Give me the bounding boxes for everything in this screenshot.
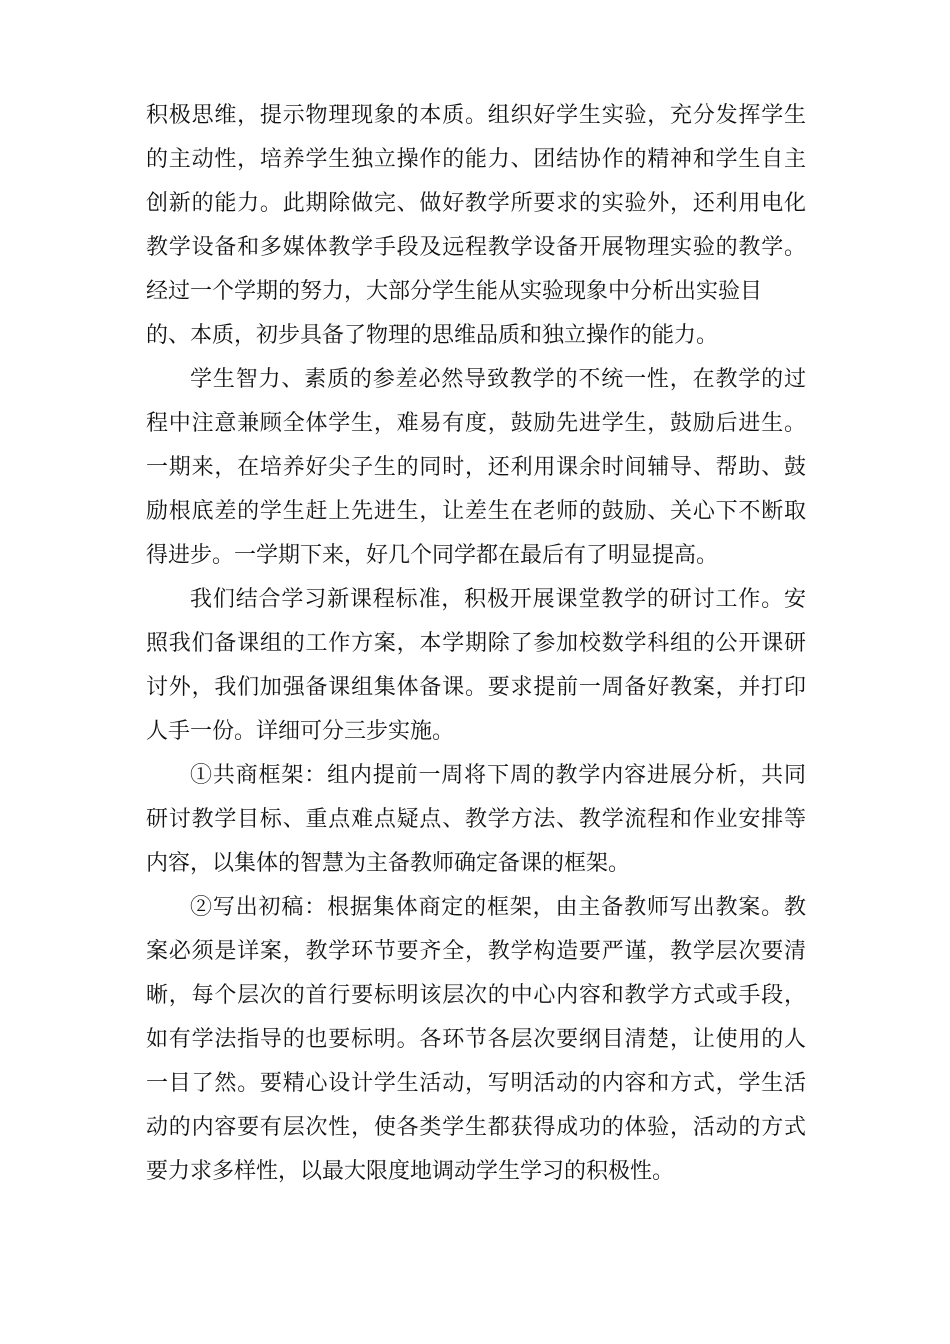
text-line: 励根底差的学生赶上先进生，让差生在老师的鼓励、关心下不断取	[146, 499, 806, 524]
text-line: 的、本质，初步具备了物理的思维品质和独立操作的能力。	[146, 323, 719, 348]
text-line: 教学设备和多媒体教学手段及远程教学设备开展物理实验的教学。	[146, 235, 806, 260]
paragraph-step-one-framework	[146, 754, 806, 886]
text-line: 动的内容要有层次性，使各类学生都获得成功的体验，活动的方式	[146, 1115, 806, 1140]
text-line: 如有学法指导的也要标明。各环节各层次要纲目清楚，让使用的人	[146, 1027, 806, 1052]
text-line: 研讨教学目标、重点难点疑点、教学方法、教学流程和作业安排等	[146, 807, 806, 832]
text-line: ②写出初稿：根据集体商定的框架，由主备教师写出教案。教	[190, 895, 806, 920]
text-line: 一期来，在培养好尖子生的同时，还利用课余时间辅导、帮助、鼓	[146, 455, 806, 480]
text-line: 人手一份。详细可分三步实施。	[146, 719, 455, 744]
text-line: 要力求多样性，以最大限度地调动学生学习的积极性。	[146, 1159, 675, 1184]
text-line: 经过一个学期的努力，大部分学生能从实验现象中分析出实验目	[146, 279, 763, 304]
text-line: 照我们备课组的工作方案，本学期除了参加校数学科组的公开课研	[146, 631, 806, 656]
text-line: 程中注意兼顾全体学生，难易有度，鼓励先进学生，鼓励后进生。	[146, 411, 806, 436]
text-line: 积极思维，提示物理现象的本质。组织好学生实验，充分发挥学生	[146, 103, 806, 128]
text-line: 创新的能力。此期除做完、做好教学所要求的实验外，还利用电化	[146, 191, 806, 216]
paragraph-step-two-draft	[146, 886, 806, 1194]
text-line: 的主动性，培养学生独立操作的能力、团结协作的精神和学生自主	[146, 147, 806, 172]
paragraph-lesson-research	[146, 578, 806, 754]
text-line: 晰，每个层次的首行要标明该层次的中心内容和教学方式或手段，	[146, 983, 806, 1008]
paragraph-student-differences	[146, 358, 806, 578]
text-line: 内容，以集体的智慧为主备教师确定备课的框架。	[146, 851, 631, 876]
text-line: 一目了然。要精心设计学生活动，写明活动的内容和方式，学生活	[146, 1071, 806, 1096]
text-line: 讨外，我们加强备课组集体备课。要求提前一周备好教案，并打印	[146, 675, 806, 700]
text-line: 学生智力、素质的参差必然导致教学的不统一性，在教学的过	[190, 367, 806, 392]
paragraph-experiment-teaching	[146, 94, 806, 358]
text-line: 案必须是详案，教学环节要齐全，教学构造要严谨，教学层次要清	[146, 939, 806, 964]
text-line: 我们结合学习新课程标准，积极开展课堂教学的研讨工作。安	[190, 587, 806, 612]
text-line: ①共商框架：组内提前一周将下周的教学内容进展分析，共同	[190, 763, 806, 788]
text-line: 得进步。一学期下来，好几个同学都在最后有了明显提高。	[146, 543, 719, 568]
document-body	[146, 94, 806, 1194]
